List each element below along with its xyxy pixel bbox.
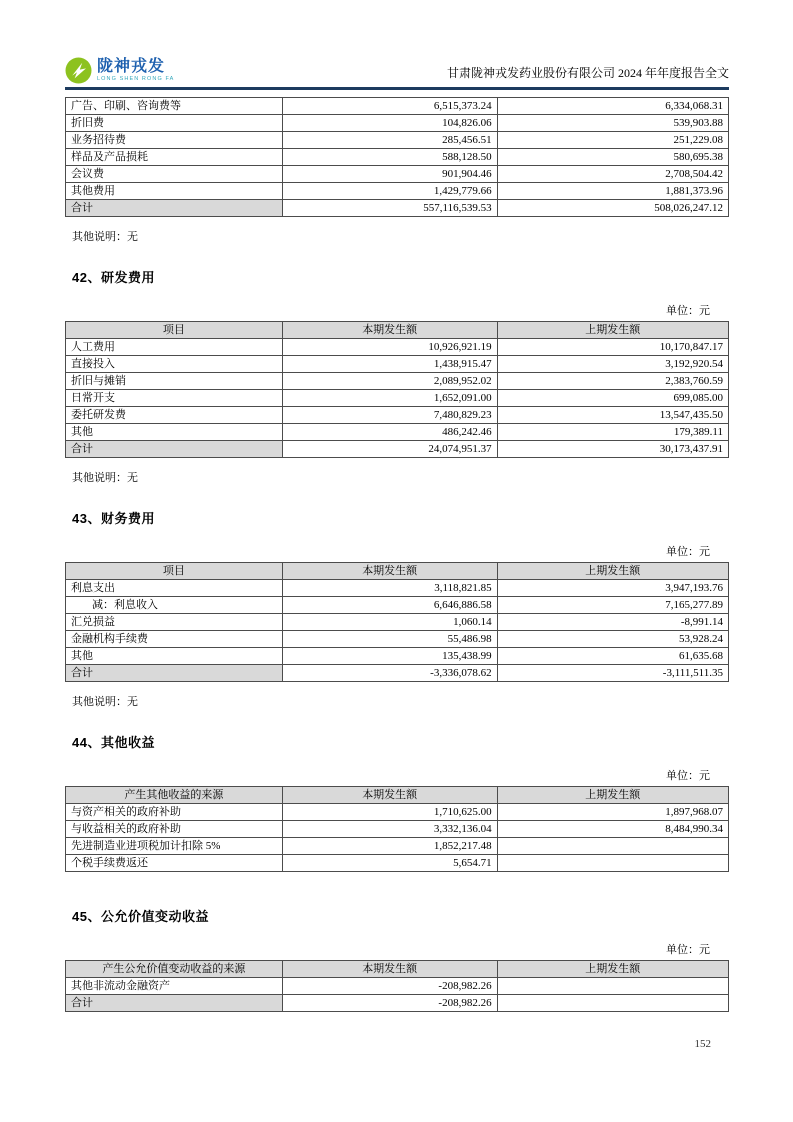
prior-amount: 251,229.08 [497,132,728,149]
column-header: 本期发生额 [282,787,497,804]
row-label: 其他费用 [66,183,283,200]
row-label: 与收益相关的政府补助 [66,821,283,838]
row-label: 人工费用 [66,339,283,356]
table-row [66,424,729,441]
table-row [66,838,729,855]
unit-label-42: 单位：元 [666,305,710,317]
column-header: 上期发生额 [497,563,728,580]
column-header: 项目 [66,322,283,339]
row-label: 其他非流动金融资产 [66,978,283,995]
other-note-43: 其他说明：无 [72,696,138,708]
table-row [66,855,729,872]
prior-amount: 699,085.00 [497,390,728,407]
fair-value-change-table [65,960,729,1012]
current-amount: 1,429,779.66 [282,183,497,200]
current-amount: 2,089,952.02 [282,373,497,390]
column-header: 项目 [66,563,283,580]
row-label: 合计 [66,441,283,458]
total-row [66,441,729,458]
row-label: 折旧与摊销 [66,373,283,390]
column-header: 本期发生额 [282,563,497,580]
current-amount: 1,060.14 [282,614,497,631]
table-row [66,978,729,995]
row-label: 其他 [66,424,283,441]
row-label: 合计 [66,995,283,1012]
prior-amount: 61,635.68 [497,648,728,665]
table-row [66,407,729,424]
prior-amount: 1,897,968.07 [497,804,728,821]
table-row [66,580,729,597]
current-amount: -208,982.26 [282,995,497,1012]
current-amount: 1,652,091.00 [282,390,497,407]
current-amount: 10,926,921.19 [282,339,497,356]
other-note-42: 其他说明：无 [72,472,138,484]
row-label: 个税手续费返还 [66,855,283,872]
table-row [66,821,729,838]
header-divider [65,87,729,90]
table-row [66,183,729,200]
total-row [66,200,729,217]
current-amount: 5,654.71 [282,855,497,872]
unit-label-43: 单位：元 [666,546,710,558]
column-header: 本期发生额 [282,322,497,339]
prior-amount: 10,170,847.17 [497,339,728,356]
row-label: 汇兑损益 [66,614,283,631]
brand-subtext: LONG SHEN RONG FA [97,75,175,82]
document-title: 甘肃陇神戎发药业股份有限公司 2024 年年度报告全文 [446,66,729,80]
table-row [66,132,729,149]
row-label: 会议费 [66,166,283,183]
row-label: 广告、印刷、咨询费等 [66,98,283,115]
row-label: 减：利息收入 [66,597,283,614]
column-header: 产生其他收益的来源 [66,787,283,804]
section-heading-43: 43、财务费用 [72,511,155,526]
current-amount: 486,242.46 [282,424,497,441]
current-amount: 24,074,951.37 [282,441,497,458]
prior-amount: 3,192,920.54 [497,356,728,373]
prior-amount: 539,903.88 [497,115,728,132]
unit-label-45: 单位：元 [666,944,710,956]
table-row [66,648,729,665]
current-amount: 6,646,886.58 [282,597,497,614]
table-row [66,804,729,821]
prior-amount: 3,947,193.76 [497,580,728,597]
unit-label-44: 单位：元 [666,770,710,782]
table-row [66,597,729,614]
prior-amount: 179,389.11 [497,424,728,441]
current-amount: 3,118,821.85 [282,580,497,597]
row-label: 直接投入 [66,356,283,373]
row-label: 金融机构手续费 [66,631,283,648]
row-label: 合计 [66,665,283,682]
page-number: 152 [694,1038,711,1050]
row-label: 合计 [66,200,283,217]
brand-text [97,59,174,83]
prior-amount: 7,165,277.89 [497,597,728,614]
current-amount: 588,128.50 [282,149,497,166]
table-header-row [66,787,729,804]
prior-amount: 6,334,068.31 [497,98,728,115]
current-amount: 55,486.98 [282,631,497,648]
column-header: 上期发生额 [497,961,728,978]
row-label: 日常开支 [66,390,283,407]
table-header-row [66,563,729,580]
prior-amount: 30,173,437.91 [497,441,728,458]
column-header: 本期发生额 [282,961,497,978]
prior-amount: 1,881,373.96 [497,183,728,200]
current-amount: 557,116,539.53 [282,200,497,217]
table-row [66,149,729,166]
prior-amount [497,978,728,995]
table-row [66,356,729,373]
current-amount: 7,480,829.23 [282,407,497,424]
other-note-41: 其他说明：无 [72,231,138,243]
company-logo [65,57,174,84]
table-header-row [66,961,729,978]
current-amount: 3,332,136.04 [282,821,497,838]
section-heading-45: 45、公允价值变动收益 [72,909,209,924]
current-amount: -208,982.26 [282,978,497,995]
brand-logo-icon [65,57,92,84]
row-label: 样品及产品损耗 [66,149,283,166]
other-income-table [65,786,729,872]
row-label: 委托研发费 [66,407,283,424]
row-label: 其他 [66,648,283,665]
prior-amount: 53,928.24 [497,631,728,648]
finance-expense-table [65,562,729,682]
table-row [66,614,729,631]
current-amount: 104,826.06 [282,115,497,132]
prior-amount [497,855,728,872]
table-row [66,631,729,648]
prior-amount: -8,991.14 [497,614,728,631]
page-header [65,46,729,84]
section-heading-44: 44、其他收益 [72,735,155,750]
current-amount: 285,456.51 [282,132,497,149]
current-amount: -3,336,078.62 [282,665,497,682]
column-header: 产生公允价值变动收益的来源 [66,961,283,978]
current-amount: 1,438,915.47 [282,356,497,373]
prior-amount: 2,708,504.42 [497,166,728,183]
column-header: 上期发生额 [497,787,728,804]
current-amount: 901,904.46 [282,166,497,183]
table-row [66,373,729,390]
expense-continuation-table [65,97,729,217]
table-row [66,166,729,183]
row-label: 与资产相关的政府补助 [66,804,283,821]
prior-amount [497,838,728,855]
prior-amount: 2,383,760.59 [497,373,728,390]
total-row [66,665,729,682]
section-heading-42: 42、研发费用 [72,270,155,285]
column-header: 上期发生额 [497,322,728,339]
rd-expense-table [65,321,729,458]
prior-amount: 580,695.38 [497,149,728,166]
table-row [66,98,729,115]
current-amount: 1,710,625.00 [282,804,497,821]
current-amount: 135,438.99 [282,648,497,665]
table-row [66,390,729,407]
table-row [66,115,729,132]
row-label: 先进制造业进项税加计扣除 5% [66,838,283,855]
table-header-row [66,322,729,339]
prior-amount: 508,026,247.12 [497,200,728,217]
table-row [66,339,729,356]
row-label: 利息支出 [66,580,283,597]
current-amount: 6,515,373.24 [282,98,497,115]
row-label: 业务招待费 [66,132,283,149]
brand-name: 陇神戎发 [97,57,166,75]
prior-amount: 13,547,435.50 [497,407,728,424]
prior-amount [497,995,728,1012]
row-label: 折旧费 [66,115,283,132]
total-row [66,995,729,1012]
current-amount: 1,852,217.48 [282,838,497,855]
prior-amount: 8,484,990.34 [497,821,728,838]
prior-amount: -3,111,511.35 [497,665,728,682]
